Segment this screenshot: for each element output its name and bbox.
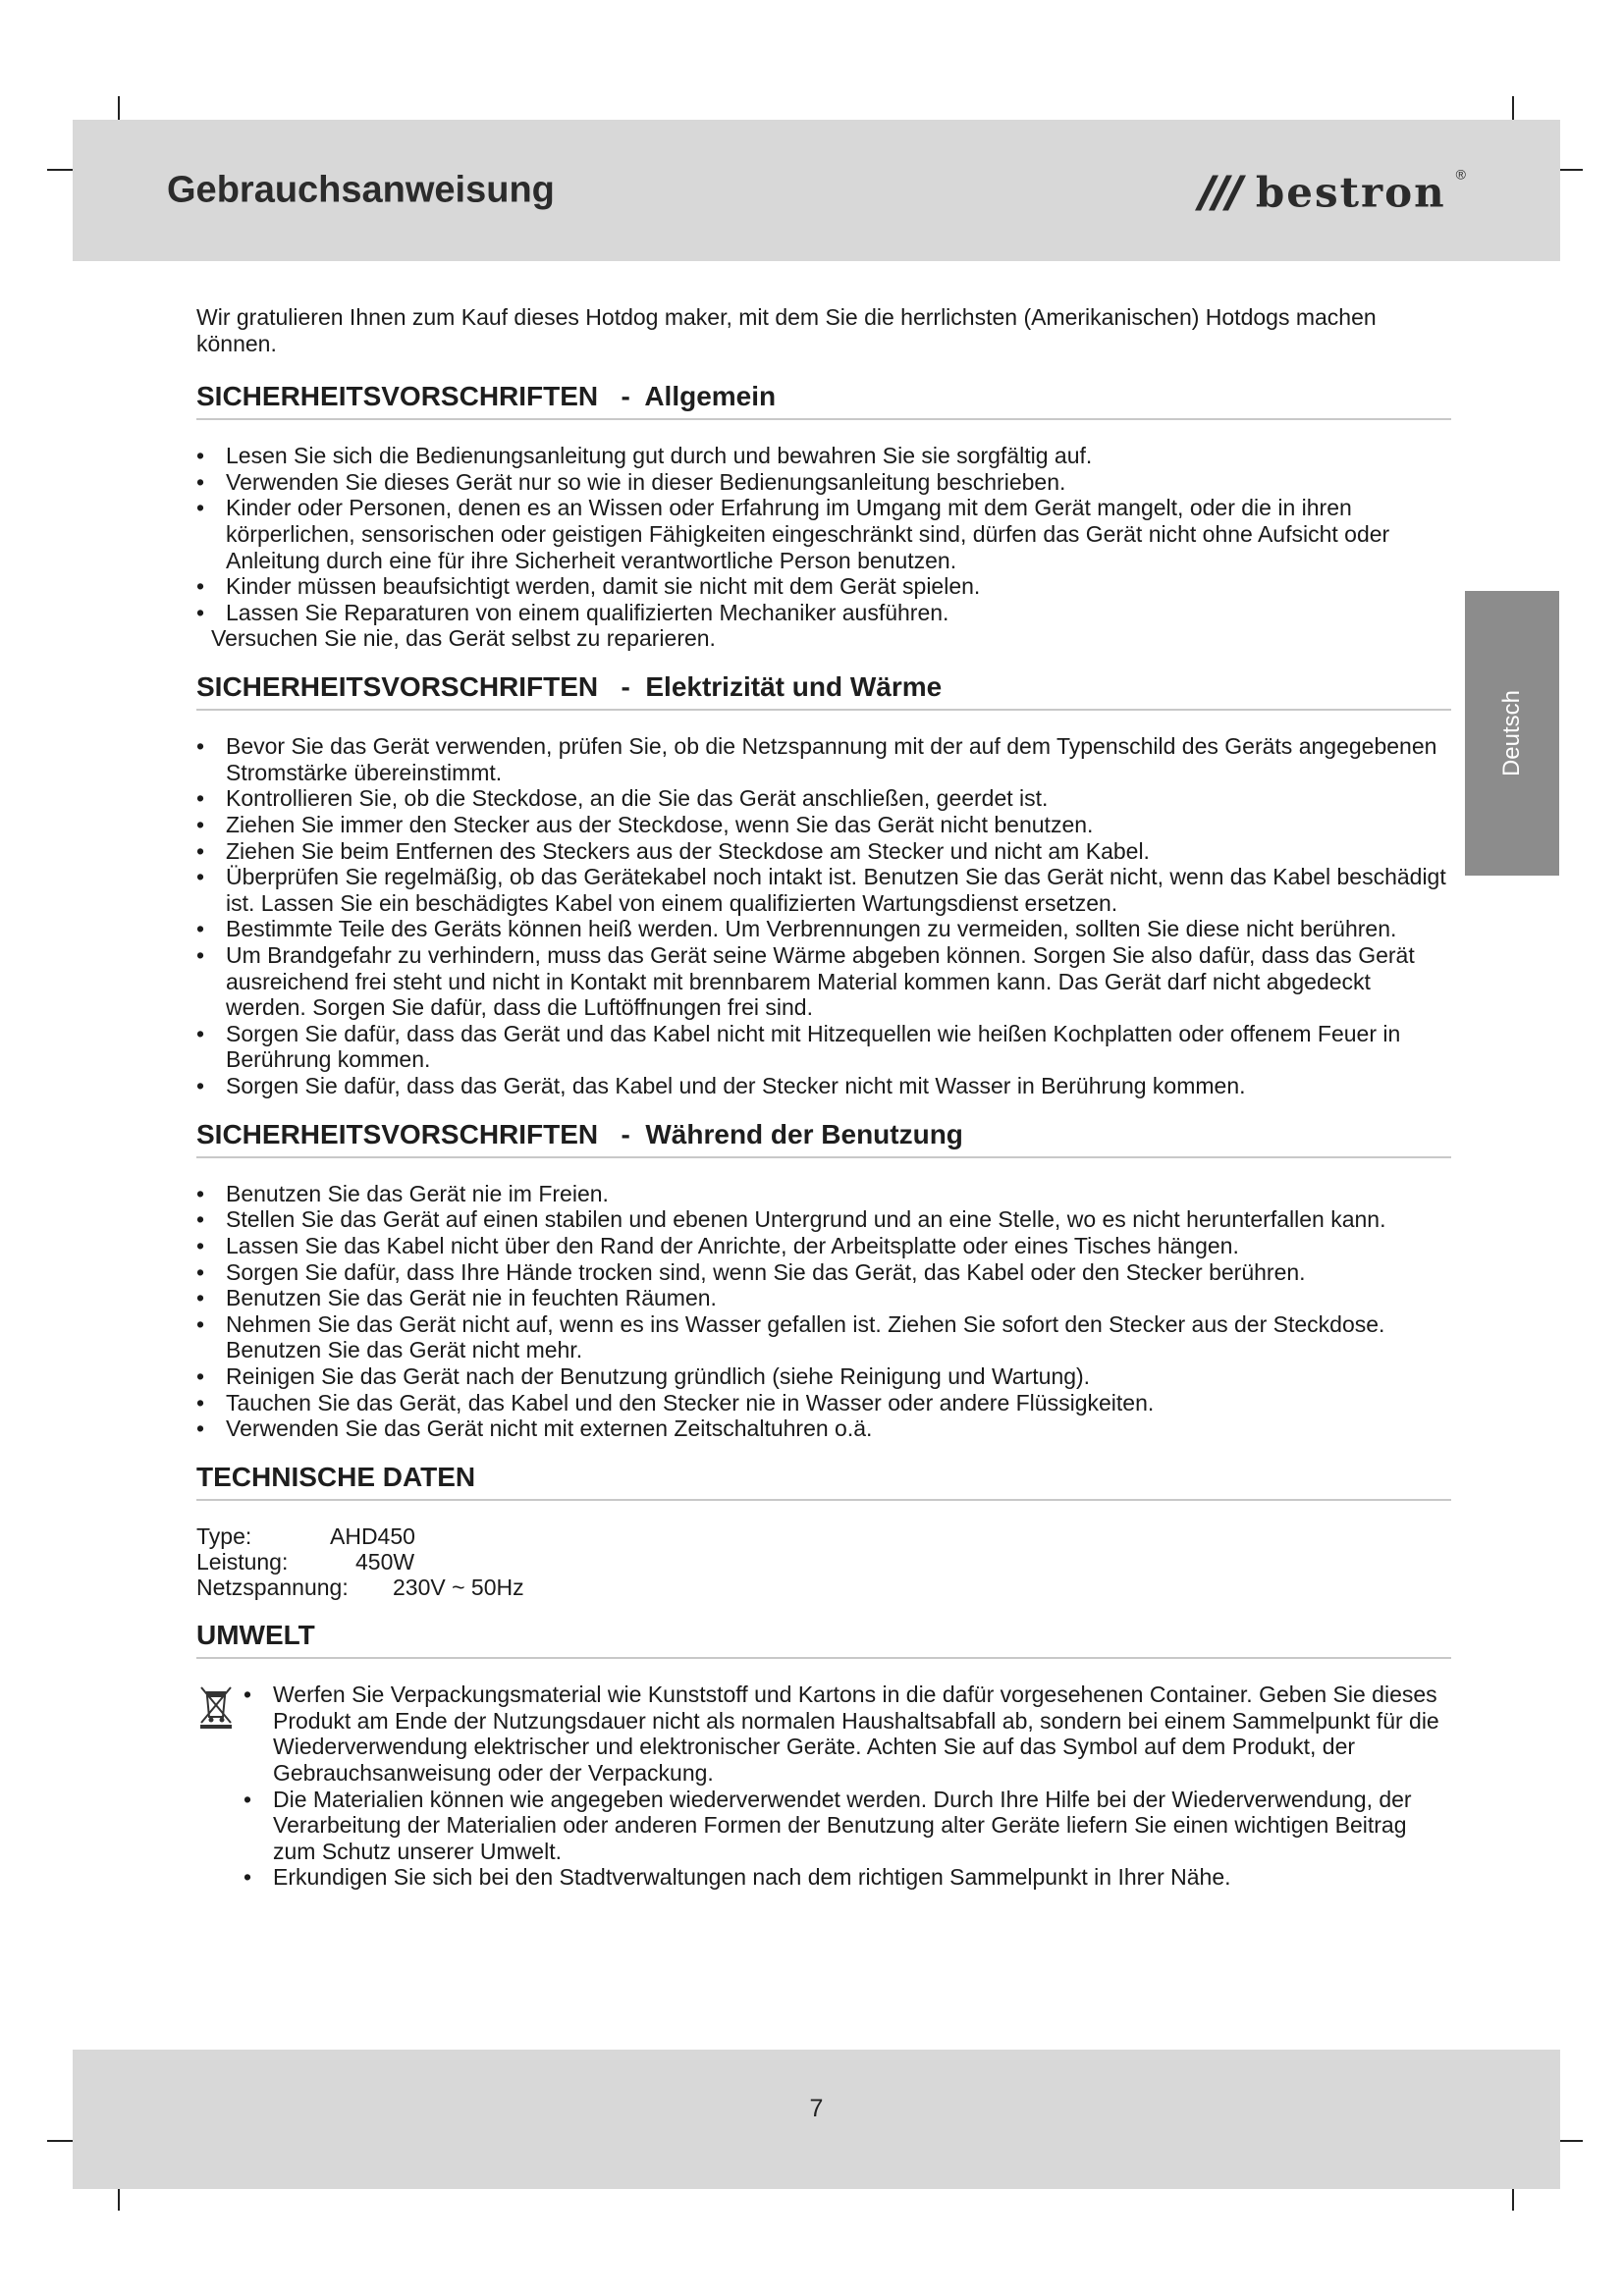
bullet-icon: • — [196, 916, 205, 942]
list-item: • Reinigen Sie das Gerät nach der Benutzung gründlich (siehe Reinigung und Wartung). — [196, 1362, 1091, 1389]
list-item: • Überprüfen Sie regelmäßig, ob das Gerätekabel noch intakt ist. Benutzen Sie das Gerät nicht, wenn das Kabel beschädigt ist. Lassen Sie ein beschädigtes Kabel von einem qualifizierten Wartungsdienst ersetzen. — [196, 864, 1446, 916]
list-item: • Benutzen Sie das Gerät nie im Freien. — [196, 1180, 609, 1206]
usage-safety-list — [196, 1181, 1451, 1442]
bullet-icon: • — [196, 1072, 205, 1098]
list-item: • Lassen Sie Reparaturen von einem qualifizierten Mechaniker ausführen. — [196, 599, 949, 625]
section-title-general: SICHERHEITSVORSCHRIFTEN - Allgemein — [196, 381, 1451, 420]
general-safety-list — [196, 443, 1451, 625]
header-band — [73, 120, 1560, 261]
manual-content — [196, 304, 1451, 1891]
intro-text: Wir gratulieren Ihnen zum Kauf dieses Hotdog maker, mit dem Sie die herrlichsten (Amerikanischen) Hotdogs machen können. — [196, 304, 1377, 356]
list-item: • Nehmen Sie das Gerät nicht auf, wenn es ins Wasser gefallen ist. Ziehen Sie sofort den Stecker aus der Steckdose. Benutzen Sie das Gerät nicht mehr. — [196, 1310, 1385, 1363]
list-item: • Verwenden Sie dieses Gerät nur so wie in dieser Bedienungsanleitung beschrieben. — [196, 468, 1066, 495]
crossed-out-bin-icon — [196, 1683, 236, 1729]
bullet-icon: • — [196, 1232, 205, 1258]
bullet-icon: • — [196, 785, 205, 812]
bullet-icon: • — [196, 733, 205, 760]
bullet-icon: • — [196, 812, 205, 837]
spec-row-voltage: Netzspannung: 230V ~ 50Hz — [196, 1574, 524, 1600]
environment-list — [244, 1682, 1451, 1891]
list-item: • Bestimmte Teile des Geräts können heiß werden. Um Verbrennungen zu vermeiden, sollten Sie diese nicht berühren. — [196, 916, 1397, 942]
list-item: • Ziehen Sie beim Entfernen des Steckers aus der Steckdose am Stecker und nicht am Kabel. — [196, 837, 1150, 864]
bullet-icon: • — [196, 1285, 205, 1311]
section-title-usage: SICHERHEITSVORSCHRIFTEN - Während der Benutzung — [196, 1119, 1451, 1158]
list-item: • Lesen Sie sich die Bedienungsanleitung gut durch und bewahren Sie sie sorgfältig auf. — [196, 443, 1093, 469]
spec-row-power: Leistung: 450W — [196, 1548, 415, 1575]
bullet-icon: • — [196, 468, 205, 495]
list-item: • Sorgen Sie dafür, dass das Gerät und das Kabel nicht mit Hitzequellen wie heißen Kochplatten oder offenem Feuer in Berührung kommen. — [196, 1020, 1401, 1073]
language-tab — [1465, 591, 1559, 876]
bullet-icon: • — [196, 495, 205, 521]
bullet-icon: • — [196, 1310, 205, 1337]
tech-spec-table — [196, 1523, 1451, 1600]
bullet-icon: • — [196, 443, 205, 469]
bullet-icon: • — [196, 837, 205, 864]
list-item: • Um Brandgefahr zu verhindern, muss das Gerät seine Wärme abgeben können. Sorgen Sie also dafür, dass das Gerät ausreichend frei steht und nicht in Kontakt mit brennbarem Material kommen kann. Das Gerät darf nicht abgedeckt werden. Sorgen Sie dafür, dass die Luftöffnungen frei sind. — [196, 941, 1415, 1021]
list-item: • Benutzen Sie das Gerät nie in feuchten Räumen. — [196, 1285, 717, 1311]
list-item: • Bevor Sie das Gerät verwenden, prüfen Sie, ob die Netzspannung mit der auf dem Typenschild des Geräts angegebenen Stromstärke übereinstimmt. — [196, 733, 1437, 785]
bullet-icon: • — [196, 1415, 205, 1442]
list-item: • Werfen Sie Verpackungsmaterial wie Kunststoff und Kartons in die dafür vorgesehenen Container. Geben Sie dieses Produkt am Ende der Nutzungsdauer nicht als normalen Haushaltsabfall ab, sondern bei einem Sammelpunkt für die Wiederverwendung elektrischer und elektronischer Geräte. Achten Sie auf das Symbol auf dem Produkt, der Gebrauchsanweisung oder der Verpackung. — [244, 1682, 1439, 1786]
bullet-icon: • — [196, 573, 205, 600]
bullet-icon: • — [196, 864, 205, 890]
list-item: • Kinder müssen beaufsichtigt werden, damit sie nicht mit dem Gerät spielen. — [196, 573, 981, 600]
section-title-tech: TECHNISCHE DATEN — [196, 1462, 1451, 1501]
section-title-electric: SICHERHEITSVORSCHRIFTEN - Elektrizität und Wärme — [196, 671, 1451, 711]
page-number: 7 — [809, 2095, 824, 2122]
bullet-icon: • — [244, 1786, 252, 1812]
list-item: • Sorgen Sie dafür, dass das Gerät, das Kabel und der Stecker nicht mit Wasser in Berührung kommen. — [196, 1072, 1246, 1098]
list-item: • Kontrollieren Sie, ob die Steckdose, an die Sie das Gerät anschließen, geerdet ist. — [196, 785, 1049, 812]
list-item: • Erkundigen Sie sich bei den Stadtverwaltungen nach dem richtigen Sammelpunkt in Ihrer Nähe. — [244, 1864, 1231, 1891]
bullet-icon: • — [244, 1682, 252, 1708]
bullet-icon: • — [196, 1180, 205, 1206]
bullet-icon: • — [196, 1020, 205, 1046]
brand-chevron-icon — [1191, 171, 1246, 214]
brand-registered-mark: ® — [1455, 166, 1466, 183]
bullet-icon: • — [196, 1206, 205, 1233]
list-item: • Ziehen Sie immer den Stecker aus der Steckdose, wenn Sie das Gerät nicht benutzen. — [196, 812, 1094, 837]
bullet-icon: • — [196, 941, 205, 968]
language-tab-label: Deutsch — [1498, 689, 1525, 777]
list-item: • Stellen Sie das Gerät auf einen stabilen und ebenen Untergrund und an eine Stelle, wo es nicht herunterfallen kann. — [196, 1206, 1386, 1233]
bullet-icon: • — [244, 1864, 252, 1891]
general-continuation: Versuchen Sie nie, das Gerät selbst zu reparieren. — [211, 625, 716, 652]
brand-name: bestron — [1255, 168, 1446, 217]
list-item: • Verwenden Sie das Gerät nicht mit externen Zeitschaltuhren o.ä. — [196, 1415, 873, 1442]
list-item: • Tauchen Sie das Gerät, das Kabel und den Stecker nie in Wasser oder andere Flüssigkeiten. — [196, 1389, 1155, 1415]
bullet-icon: • — [196, 599, 205, 625]
bullet-icon: • — [196, 1362, 205, 1389]
list-item: • Lassen Sie das Kabel nicht über den Rand der Anrichte, der Arbeitsplatte oder eines Tisches hängen. — [196, 1232, 1239, 1258]
page-title: Gebrauchsanweisung — [167, 169, 555, 211]
list-item: • Kinder oder Personen, denen es an Wissen oder Erfahrung im Umgang mit dem Gerät mangelt, oder die in ihren körperlichen, sensorischen oder geistigen Fähigkeiten eingeschränkt sind, dürfen das Gerät nicht ohne Aufsicht oder Anleitung durch eine für ihre Sicherheit verantwortliche Person benutzen. — [196, 495, 1390, 573]
electric-safety-list — [196, 733, 1451, 1098]
footer-band — [73, 2050, 1560, 2189]
list-item: • Sorgen Sie dafür, dass Ihre Hände trocken sind, wenn Sie das Gerät, das Kabel oder den Stecker berühren. — [196, 1258, 1306, 1285]
environment-block — [196, 1682, 1451, 1891]
brand-logo — [1191, 166, 1466, 217]
bullet-icon: • — [196, 1258, 205, 1285]
list-item: • Die Materialien können wie angegeben wiederverwendet werden. Durch Ihre Hilfe bei der Wiederverwendung, der Verarbeitung der Materialien oder anderen Formen der Benutzung alter Geräte liefern Sie einen wichtigen Beitrag zum Schutz unserer Umwelt. — [244, 1786, 1412, 1864]
spec-row-type: Type: AHD450 — [196, 1522, 415, 1549]
section-title-environment: UMWELT — [196, 1620, 1451, 1659]
bullet-icon: • — [196, 1389, 205, 1415]
